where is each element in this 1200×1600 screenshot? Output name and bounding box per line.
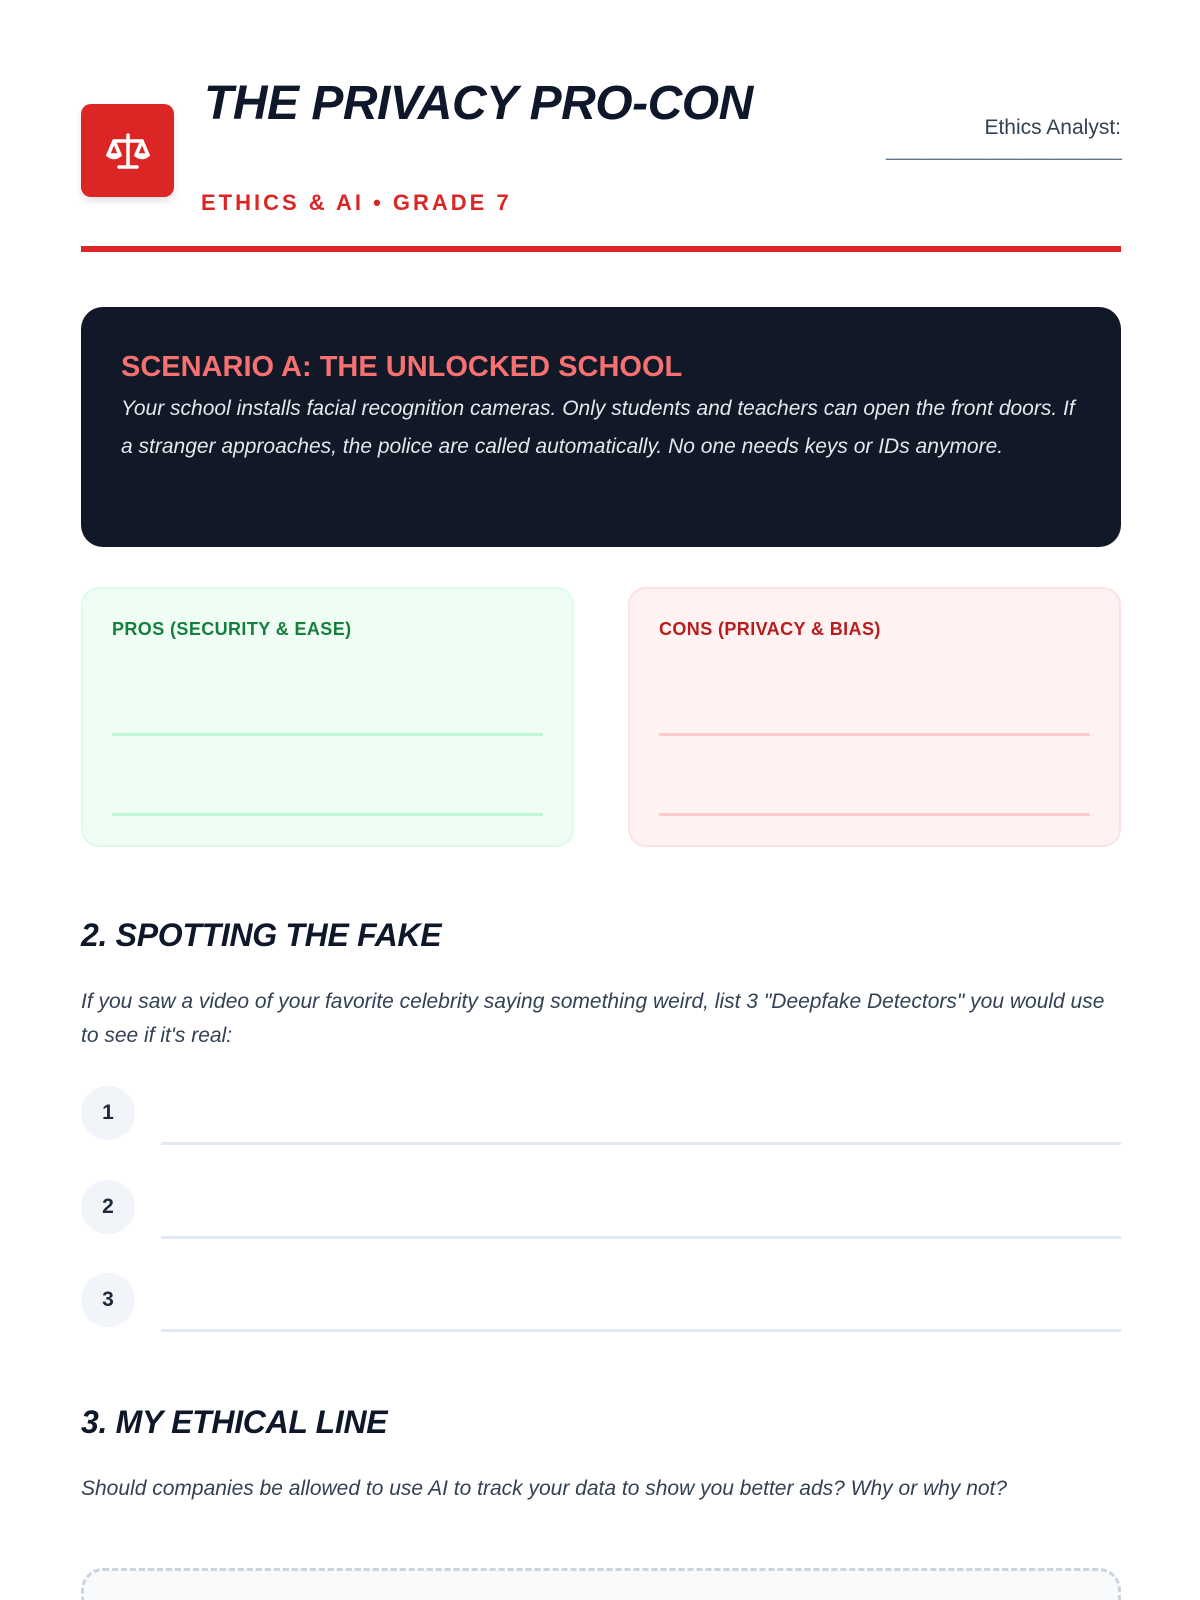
pros-title: PROS (SECURITY & EASE) (112, 619, 352, 639)
detector-row-3 (81, 1273, 1121, 1333)
ethical-line-answer-box[interactable] (81, 1568, 1121, 1600)
logo-badge (81, 104, 174, 197)
header-divider (81, 246, 1121, 252)
scale-icon (104, 127, 152, 175)
analyst-label: Ethics Analyst: (984, 116, 1121, 139)
analyst-name-field[interactable]: ______________________ (886, 138, 1121, 161)
cons-answer-line[interactable] (659, 733, 1090, 736)
number-badge: 2 (81, 1180, 135, 1234)
worksheet-header (81, 77, 1121, 250)
scenario-text: Your school installs facial recognition cameras. Only students and teachers can open the front doors. If a stranger approaches, the police are called automatically. No one needs keys or IDs anymore. (121, 397, 1075, 458)
section-2-heading: 2. SPOTTING THE FAKE (81, 917, 442, 953)
section-3-prompt: Should companies be allowed to use AI to track your data to show you better ads? Why or why not? (81, 1477, 1008, 1500)
scenario-card (81, 307, 1121, 547)
scenario-title: SCENARIO A: THE UNLOCKED SCHOOL (121, 351, 683, 383)
pros-box (81, 587, 574, 847)
number-badge: 3 (81, 1273, 135, 1327)
number-badge: 1 (81, 1086, 135, 1140)
worksheet-page (81, 0, 1121, 1600)
page-title: THE PRIVACY PRO-CON (204, 77, 753, 130)
pros-answer-line[interactable] (112, 813, 543, 816)
detector-row-2 (81, 1180, 1121, 1240)
detector-answer-line[interactable] (161, 1142, 1121, 1145)
pros-answer-line[interactable] (112, 733, 543, 736)
cons-box (628, 587, 1121, 847)
cons-answer-line[interactable] (659, 813, 1090, 816)
section-3-heading: 3. MY ETHICAL LINE (81, 1404, 388, 1440)
detector-answer-line[interactable] (161, 1329, 1121, 1332)
detector-answer-line[interactable] (161, 1236, 1121, 1239)
page-subtitle: ETHICS & AI • GRADE 7 (201, 190, 512, 215)
section-2-prompt: If you saw a video of your favorite celebrity saying something weird, list 3 "Deepfake Detectors" you would use to see if it's real: (81, 990, 1105, 1047)
detector-row-1 (81, 1086, 1121, 1146)
cons-title: CONS (PRIVACY & BIAS) (659, 619, 881, 639)
